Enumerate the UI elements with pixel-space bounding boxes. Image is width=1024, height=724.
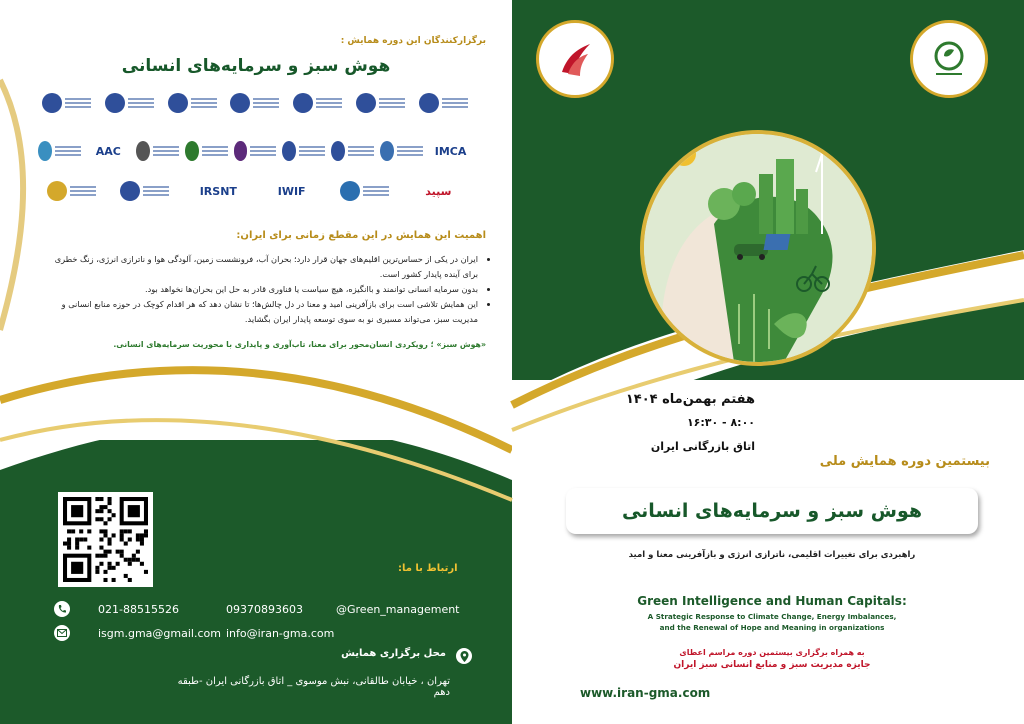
organizer-emblem-icon [293, 93, 313, 113]
importance-heading: اهمیت این همایش در این مقطع زمانی برای ایران: [236, 230, 486, 241]
organizer-logo [87, 136, 130, 166]
organizer-emblem-icon [282, 141, 296, 161]
bullet-item: • بدون سرمایه انسانی توانمند و باانگیزه، هیچ سیاست یا فناوری قادر به حل این بحران‌ها نخواهد بود. [40, 282, 478, 297]
organizer-logo [352, 88, 409, 118]
organizers-heading: برگزارکنندگان این دوره همایش : [340, 36, 486, 46]
organizer-logo [164, 88, 221, 118]
organizer-emblem-icon [120, 181, 140, 201]
contact-heading: ارتباط با ما: [398, 563, 458, 574]
organizer-emblem-icon [185, 141, 199, 161]
event-date: هفتم بهمن‌ماه ۱۴۰۴ [625, 392, 755, 407]
english-title: Green Intelligence and Human Capitals: [637, 594, 907, 608]
organizer-logo [380, 136, 423, 166]
organizer-logo [289, 88, 346, 118]
organizer-logo [38, 176, 105, 206]
award-line-1: به همراه برگزاری بیستمین دوره مراسم اعطای [679, 648, 865, 657]
organizer-emblem-icon [380, 141, 394, 161]
phone-icon [54, 601, 70, 617]
organizer-logos [28, 86, 488, 206]
event-time: ۸:۰۰ - ۱۶:۳۰ [686, 416, 755, 429]
organizer-logo [136, 136, 179, 166]
organizer-logo [101, 88, 158, 118]
organizer-logo [38, 88, 95, 118]
email-2[interactable]: info@iran-gma.com [226, 627, 335, 640]
conference-subtitle: راهبردی برای تغییرات اقلیمی، ناترازی انرژی و بازآفرینی معنا و امید [628, 550, 916, 560]
organizer-logo [258, 176, 325, 206]
conference-title-main: هوش سبز و سرمایه‌های انسانی [566, 488, 978, 534]
venue-heading: محل برگزاری همایش [341, 648, 446, 659]
organizer-logo [111, 176, 178, 206]
association-logo-red [536, 20, 614, 98]
organizer-logo [331, 176, 398, 206]
organizer-logo-text: AAC [95, 144, 121, 158]
qr-code-icon [63, 497, 148, 582]
organizer-emblem-icon [419, 93, 439, 113]
organizer-emblem-icon [105, 93, 125, 113]
conference-edition: بیستمین دوره همایش ملی [819, 454, 990, 469]
organizer-emblem-icon [168, 93, 188, 113]
website-link[interactable]: www.iran-gma.com [580, 686, 711, 700]
organizer-emblem-icon [42, 93, 62, 113]
social-handle[interactable]: @Green_management [336, 603, 460, 616]
organizer-emblem-icon [356, 93, 376, 113]
award-line-2: جایزه مدیریت سبز و منابع انسانی سبز ایران [673, 660, 871, 670]
phone-number-1[interactable]: 021-88515526 [98, 603, 179, 616]
tagline: «هوش سبز» ؛ رویکردی انسان‌محور برای معنا، تاب‌آوری و پایداری با محوریت سرمایه‌های انسانی. [113, 340, 486, 349]
organizer-logo-text: IMCA [434, 144, 467, 158]
organizer-emblem-icon [47, 181, 67, 201]
organizer-logo [405, 176, 472, 206]
organizer-logo [185, 176, 252, 206]
organizer-logo-text: IWIF [277, 184, 306, 198]
conference-title-left: هوش سبز و سرمایه‌های انسانی [121, 56, 391, 76]
organizer-emblem-icon [38, 141, 52, 161]
bullet-item: • ایران در یکی از حساس‌ترین اقلیم‌های جهان قرار دارد؛ بحران آب، فرونشست زمین، آلودگی هوا و ناترازی انرژی، زنگ خطری برای آینده پایدار کشور است. [40, 252, 478, 282]
organizer-logo-text: IRSNT [199, 184, 237, 198]
organizer-emblem-icon [136, 141, 150, 161]
organizer-emblem-icon [230, 93, 250, 113]
green-management-association-logo [910, 20, 988, 98]
organizer-logo-text: سپید [425, 184, 452, 198]
organizer-logo [185, 136, 228, 166]
organizer-logo [234, 136, 277, 166]
organizer-logo [415, 88, 472, 118]
importance-bullets [40, 252, 492, 327]
organizer-emblem-icon [331, 141, 345, 161]
organizer-logo [38, 136, 81, 166]
phone-number-2[interactable]: 09370893603 [226, 603, 303, 616]
event-place: اتاق بازرگانی ایران [650, 440, 755, 453]
english-subtitle-line-2: and the Renewal of Hope and Meaning in organizations [659, 623, 885, 632]
email-1[interactable]: isgm.gma@gmail.com [98, 627, 221, 640]
green-leaf-icon [924, 34, 974, 84]
green-city-illustration [640, 130, 876, 366]
organizer-emblem-icon [234, 141, 248, 161]
location-pin-icon [456, 648, 472, 664]
english-subtitle-line-1: A Strategic Response to Climate Change, Energy Imbalances, [647, 612, 897, 621]
red-flame-icon [550, 34, 600, 84]
organizer-logo [331, 136, 374, 166]
email-icon [54, 625, 70, 641]
organizer-logo [282, 136, 325, 166]
qr-code[interactable] [58, 492, 153, 587]
organizer-logo [227, 88, 284, 118]
bullet-item: • این همایش تلاشی است برای بازآفرینی امید و معنا در دل چالش‌ها؛ تا نشان دهد که هر اقدام کوچک در حوزه منابع انسانی و مدیریت سبز، می‌تواند مسیری نو به سوی توسعه پایدار ایران بگشاید. [40, 297, 478, 327]
organizer-logo [429, 136, 472, 166]
organizer-emblem-icon [340, 181, 360, 201]
venue-address: تهران ، خیابان طالقانی، نبش موسوی _ اتاق بازرگانی ایران -طبقه دهم [177, 676, 450, 698]
